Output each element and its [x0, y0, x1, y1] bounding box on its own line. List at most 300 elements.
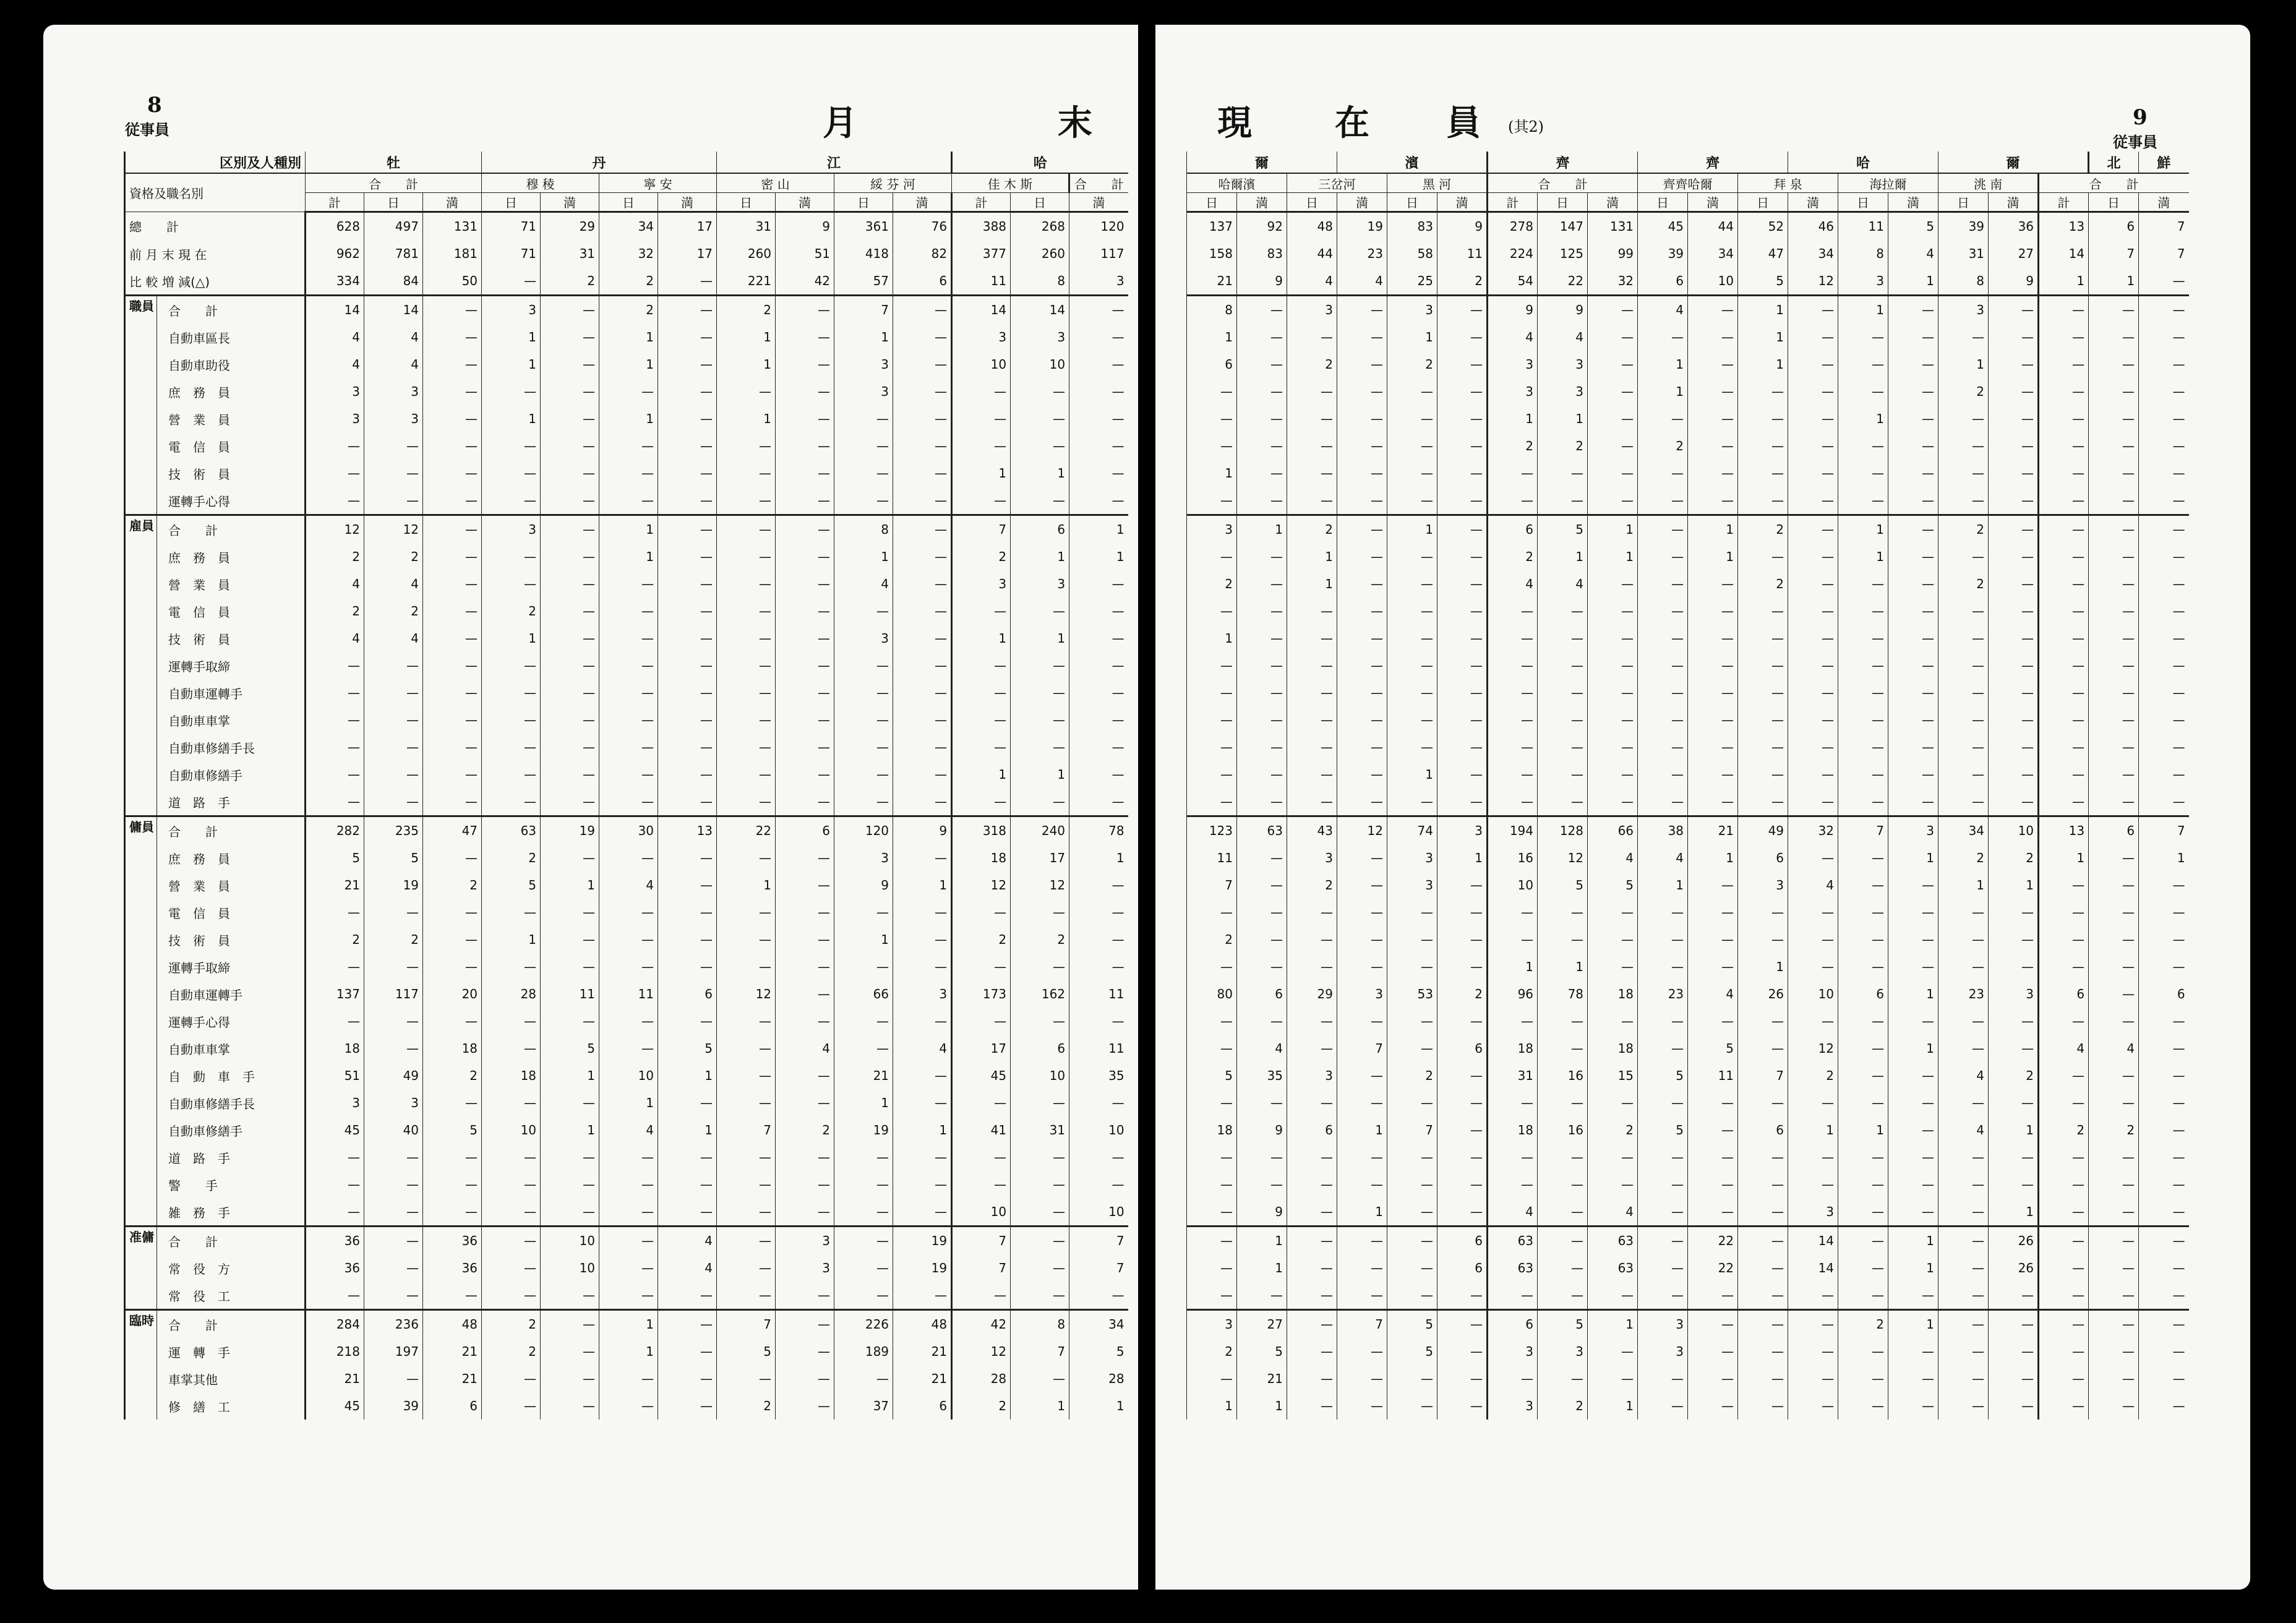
table-cell: 3 [306, 378, 364, 405]
title-char-4: 在 [1335, 103, 1369, 143]
table-cell: — [1838, 1282, 1888, 1310]
table-cell: — [1989, 1310, 2039, 1338]
district-header: 穆 稜 [482, 173, 599, 193]
table-cell: 10 [541, 1254, 599, 1282]
table-cell: 1 [1069, 515, 1128, 544]
table-cell: 1 [1387, 515, 1437, 544]
table-cell: — [1738, 460, 1788, 487]
table-cell: — [599, 378, 658, 405]
table-cell: 12 [1011, 871, 1069, 899]
table-cell: — [541, 788, 599, 816]
unit-header: 計 [1488, 193, 1538, 212]
table-cell: — [482, 652, 541, 679]
table-cell: 8 [1011, 1310, 1069, 1338]
table-cell: — [1187, 1254, 1237, 1282]
table-cell: — [658, 652, 717, 679]
table-row [1187, 652, 2189, 679]
table-cell: 23 [1337, 240, 1387, 267]
table-cell: — [1688, 432, 1738, 460]
table-cell: — [1337, 597, 1387, 625]
table-row [125, 679, 1128, 706]
table-cell: — [1989, 926, 2039, 953]
table-cell: — [1337, 706, 1387, 734]
table-cell: — [1187, 597, 1237, 625]
table-cell: — [1538, 1035, 1588, 1062]
table-cell: — [2139, 1392, 2189, 1420]
table-cell: — [893, 1089, 952, 1116]
table-cell: 3 [482, 296, 541, 324]
table-cell: — [1888, 761, 1938, 788]
table-cell: — [952, 487, 1011, 515]
table-cell: — [952, 1144, 1011, 1171]
table-cell: — [1387, 652, 1437, 679]
table-cell: 4 [1538, 570, 1588, 597]
table-cell: 4 [1538, 323, 1588, 351]
table-cell: — [1069, 323, 1128, 351]
unit-header: 満 [2139, 193, 2189, 212]
table-cell: — [1638, 543, 1688, 570]
table-cell: 1 [1989, 871, 2039, 899]
table-cell: — [1688, 1338, 1738, 1365]
table-cell: 1 [1838, 515, 1888, 544]
table-cell: 11 [1437, 240, 1488, 267]
table-cell: 9 [1237, 1116, 1287, 1144]
row-label: 庶 務 員 [157, 844, 306, 871]
table-cell: — [1788, 1338, 1838, 1365]
table-cell: — [541, 1282, 599, 1310]
table-cell: — [658, 543, 717, 570]
table-row [1187, 1171, 2189, 1198]
table-cell: — [1888, 1008, 1938, 1035]
table-cell: — [1187, 1008, 1237, 1035]
table-cell: — [1888, 1198, 1938, 1227]
table-cell: — [364, 652, 423, 679]
table-cell: — [2089, 1008, 2139, 1035]
table-cell: — [541, 405, 599, 432]
table-cell: — [482, 267, 541, 296]
table-cell: — [364, 1035, 423, 1062]
table-row [125, 1089, 1128, 1116]
table-cell: — [893, 570, 952, 597]
row-label: 營 業 員 [157, 570, 306, 597]
table-cell: — [1938, 543, 1989, 570]
category-label: 職員 [125, 296, 157, 515]
table-cell: — [1738, 1310, 1788, 1338]
table-cell: — [1437, 351, 1488, 378]
table-cell: — [1538, 1254, 1588, 1282]
table-cell: 2 [541, 267, 599, 296]
table-cell: 10 [541, 1227, 599, 1255]
table-cell: — [1588, 788, 1638, 816]
table-cell: — [541, 652, 599, 679]
table-cell: 284 [306, 1310, 364, 1338]
table-cell: 66 [1588, 816, 1638, 845]
table-cell: 2 [306, 597, 364, 625]
table-cell: 2 [482, 1310, 541, 1338]
table-cell: — [364, 734, 423, 761]
table-cell: — [2039, 1392, 2089, 1420]
table-cell: — [306, 953, 364, 980]
table-cell: — [1538, 679, 1588, 706]
table-cell: — [1788, 597, 1838, 625]
table-cell: — [2089, 570, 2139, 597]
table-cell: — [1888, 679, 1938, 706]
table-cell: — [599, 597, 658, 625]
table-cell: — [1888, 926, 1938, 953]
table-cell: 1 [1638, 351, 1688, 378]
table-row [1187, 487, 2189, 515]
table-cell: — [1337, 296, 1387, 324]
table-cell: — [2089, 597, 2139, 625]
table-cell: 278 [1488, 212, 1538, 241]
row-label: 運轉手取締 [157, 953, 306, 980]
table-cell: 3 [893, 980, 952, 1008]
table-cell: 162 [1011, 980, 1069, 1008]
table-cell: 92 [1237, 212, 1287, 241]
table-cell: 1 [1011, 460, 1069, 487]
table-cell: — [717, 1035, 776, 1062]
table-cell: — [834, 597, 893, 625]
table-cell: — [1488, 625, 1538, 652]
table-cell: — [893, 487, 952, 515]
table-cell: — [1287, 1392, 1337, 1420]
table-cell: — [423, 926, 482, 953]
table-cell: — [541, 1089, 599, 1116]
table-cell: — [1287, 652, 1337, 679]
table-cell: — [2089, 679, 2139, 706]
table-row [1187, 460, 2189, 487]
district-header: 齊齊哈爾 [1638, 173, 1738, 193]
row-label: 自動車車掌 [157, 1035, 306, 1062]
table-cell: 1 [1688, 543, 1738, 570]
table-cell: 4 [893, 1035, 952, 1062]
table-cell: 44 [1287, 240, 1337, 267]
table-cell: 12 [306, 515, 364, 544]
table-row [125, 323, 1128, 351]
row-label: 前 月 末 現 在 [125, 240, 306, 267]
title-note: (其2) [1508, 118, 1544, 135]
table-cell: — [834, 432, 893, 460]
table-cell: 10 [952, 1198, 1011, 1227]
table-cell: — [1337, 405, 1387, 432]
table-row [1187, 1254, 2189, 1282]
table-cell: — [1069, 570, 1128, 597]
table-cell: — [482, 487, 541, 515]
region-header: 牡 [306, 152, 482, 173]
table-cell: — [541, 570, 599, 597]
table-cell: — [1287, 323, 1337, 351]
table-cell: — [1387, 953, 1437, 980]
category-label: 臨時 [125, 1310, 157, 1420]
table-cell: 4 [1938, 1116, 1989, 1144]
table-cell: 50 [423, 267, 482, 296]
table-cell: — [1738, 432, 1788, 460]
table-cell: 3 [1488, 351, 1538, 378]
table-cell: — [893, 1171, 952, 1198]
table-cell: 1 [952, 460, 1011, 487]
table-row [1187, 706, 2189, 734]
table-cell: — [1938, 788, 1989, 816]
table-cell: 5 [364, 844, 423, 871]
table-cell: — [541, 460, 599, 487]
table-cell: 49 [364, 1062, 423, 1089]
table-cell: 11 [1069, 1035, 1128, 1062]
district-header: 三岔河 [1287, 173, 1387, 193]
table-cell: — [1838, 652, 1888, 679]
table-cell: — [1638, 1171, 1688, 1198]
table-cell: — [1788, 1365, 1838, 1392]
table-cell: — [1237, 679, 1287, 706]
table-cell: 1 [1638, 871, 1688, 899]
row-label: 車掌其他 [157, 1365, 306, 1392]
table-cell: — [482, 1392, 541, 1420]
table-cell: — [364, 432, 423, 460]
table-row [125, 844, 1128, 871]
table-cell: — [1989, 570, 2039, 597]
table-cell: 27 [1989, 240, 2039, 267]
table-cell: — [2139, 761, 2189, 788]
table-cell: — [1638, 405, 1688, 432]
table-cell: — [658, 1392, 717, 1420]
table-cell: — [1888, 432, 1938, 460]
table-cell: 36 [423, 1227, 482, 1255]
table-cell: 3 [306, 405, 364, 432]
table-cell: — [1387, 1227, 1437, 1255]
table-cell: — [1387, 1282, 1437, 1310]
table-cell: 5 [658, 1035, 717, 1062]
table-cell: — [423, 597, 482, 625]
table-cell: — [1888, 487, 1938, 515]
table-cell: — [1287, 953, 1337, 980]
corner-header-bottom: 資格及職名別 [125, 173, 306, 212]
table-cell: — [1888, 1089, 1938, 1116]
row-label: 技 術 員 [157, 625, 306, 652]
table-cell: — [1538, 1144, 1588, 1171]
table-cell: 6 [1838, 980, 1888, 1008]
table-cell: — [1488, 679, 1538, 706]
table-cell: — [2039, 487, 2089, 515]
table-cell: 34 [599, 212, 658, 241]
table-cell: 2 [1788, 1062, 1838, 1089]
table-cell: — [1688, 1310, 1738, 1338]
table-cell: — [658, 1008, 717, 1035]
table-cell: — [364, 487, 423, 515]
row-label: 常 役 工 [157, 1282, 306, 1310]
table-cell: 14 [364, 296, 423, 324]
table-cell: — [2039, 1365, 2089, 1392]
table-cell: — [1437, 296, 1488, 324]
table-row [1187, 926, 2189, 953]
table-cell: — [1069, 652, 1128, 679]
table-cell: 5 [1588, 871, 1638, 899]
table-cell: — [1788, 1144, 1838, 1171]
page-number-left: 8 [147, 93, 162, 118]
table-cell: 1 [1888, 1227, 1938, 1255]
table-cell: 4 [1638, 844, 1688, 871]
page-label-right: 従事員 [2113, 133, 2157, 151]
table-cell: — [364, 1227, 423, 1255]
table-cell: — [776, 1338, 834, 1365]
table-cell: — [893, 679, 952, 706]
table-cell: 1 [717, 871, 776, 899]
row-label: 自動車運轉手 [157, 679, 306, 706]
table-cell: — [1538, 1227, 1588, 1255]
table-cell: — [599, 788, 658, 816]
table-cell: — [1938, 460, 1989, 487]
table-row [125, 378, 1128, 405]
table-cell: 4 [834, 570, 893, 597]
table-cell: 6 [1287, 1116, 1337, 1144]
table-cell: — [1538, 1089, 1588, 1116]
table-cell: 63 [482, 816, 541, 845]
table-cell: — [1688, 1282, 1738, 1310]
table-cell: — [423, 1171, 482, 1198]
table-cell: 1 [2039, 844, 2089, 871]
table-cell: 9 [1237, 1198, 1287, 1227]
table-cell: — [1011, 1282, 1069, 1310]
table-cell: — [1337, 871, 1387, 899]
table-cell: — [1938, 1198, 1989, 1227]
table-cell: — [1989, 1008, 2039, 1035]
table-cell: 1 [1588, 543, 1638, 570]
table-cell: 418 [834, 240, 893, 267]
table-cell: — [834, 405, 893, 432]
table-cell: — [834, 487, 893, 515]
table-cell: 6 [658, 980, 717, 1008]
table-cell: 5 [1237, 1338, 1287, 1365]
table-cell: 3 [1488, 1392, 1538, 1420]
table-row [1187, 788, 2189, 816]
region-header: 丹 [482, 152, 717, 173]
table-cell: 2 [482, 844, 541, 871]
category-label: 准傭 [125, 1227, 157, 1310]
table-cell: 1 [1688, 844, 1738, 871]
table-cell: — [776, 570, 834, 597]
table-cell: 19 [541, 816, 599, 845]
table-cell: — [599, 899, 658, 926]
table-cell: — [364, 1282, 423, 1310]
table-cell: 1 [1738, 953, 1788, 980]
table-cell: — [1488, 1171, 1538, 1198]
table-cell: — [1938, 1035, 1989, 1062]
table-cell: 2 [1387, 351, 1437, 378]
table-cell: 2 [1938, 844, 1989, 871]
table-cell: 35 [1237, 1062, 1287, 1089]
row-label: 自動車修繕手 [157, 761, 306, 788]
table-cell: 20 [423, 980, 482, 1008]
category-label: 傭員 [125, 816, 157, 1227]
table-cell: — [306, 679, 364, 706]
table-cell: 58 [1387, 240, 1437, 267]
table-row [125, 543, 1128, 570]
unit-header: 満 [1888, 193, 1938, 212]
table-cell: 3 [776, 1254, 834, 1282]
table-cell: — [1387, 543, 1437, 570]
table-cell: — [952, 1282, 1011, 1310]
table-cell: 4 [776, 1035, 834, 1062]
table-cell: — [1011, 487, 1069, 515]
table-row [1187, 323, 2189, 351]
table-cell: — [1387, 1198, 1437, 1227]
table-cell: 19 [834, 1116, 893, 1144]
table-cell: 117 [1069, 240, 1128, 267]
table-cell: — [423, 706, 482, 734]
table-cell: — [1938, 899, 1989, 926]
table-cell: — [1788, 432, 1838, 460]
table-cell: — [1069, 460, 1128, 487]
table-cell: 6 [2039, 980, 2089, 1008]
table-cell: 63 [1237, 816, 1287, 845]
table-cell: — [1011, 1144, 1069, 1171]
table-cell: — [1011, 734, 1069, 761]
table-cell: — [1888, 1365, 1938, 1392]
table-cell: 1 [1011, 625, 1069, 652]
region-header: 濱 [1337, 152, 1488, 173]
table-cell: 137 [306, 980, 364, 1008]
table-cell: 1 [893, 1116, 952, 1144]
row-label: 運轉手取締 [157, 652, 306, 679]
table-cell: 3 [1437, 816, 1488, 845]
table-cell: — [1011, 405, 1069, 432]
table-cell: — [1838, 487, 1888, 515]
table-cell: — [423, 487, 482, 515]
table-cell: 131 [1588, 212, 1638, 241]
table-cell: — [1838, 597, 1888, 625]
table-cell: — [1638, 1254, 1688, 1282]
table-cell: — [541, 899, 599, 926]
table-cell: 39 [1938, 212, 1989, 241]
table-row [125, 1008, 1128, 1035]
table-cell: 4 [1488, 570, 1538, 597]
table-cell: 3 [776, 1227, 834, 1255]
row-label: 庶 務 員 [157, 543, 306, 570]
table-cell: — [1287, 926, 1337, 953]
table-cell: — [1337, 460, 1387, 487]
table-cell: — [599, 1171, 658, 1198]
table-cell: — [1989, 1144, 2039, 1171]
table-cell: — [1938, 1144, 1989, 1171]
table-row [1187, 405, 2189, 432]
table-cell: 8 [1011, 267, 1069, 296]
table-cell: 8 [1187, 296, 1237, 324]
table-cell: 4 [2089, 1035, 2139, 1062]
table-cell: — [1788, 788, 1838, 816]
table-row [125, 761, 1128, 788]
unit-header: 満 [1989, 193, 2039, 212]
table-cell: 2 [952, 926, 1011, 953]
table-cell: — [1738, 1254, 1788, 1282]
unit-header: 満 [1788, 193, 1838, 212]
table-cell: — [1287, 1171, 1337, 1198]
table-cell: 7 [717, 1116, 776, 1144]
table-cell: — [599, 652, 658, 679]
table-cell: 45 [306, 1392, 364, 1420]
table-row [125, 816, 1128, 845]
table-cell: — [1838, 323, 1888, 351]
unit-header: 満 [1069, 193, 1128, 212]
table-row [1187, 1392, 2189, 1420]
table-cell: — [1938, 1008, 1989, 1035]
table-cell: — [1538, 1171, 1588, 1198]
table-cell: — [1437, 1392, 1488, 1420]
table-cell: — [1437, 1116, 1488, 1144]
table-cell: — [2089, 1365, 2139, 1392]
table-cell: — [952, 788, 1011, 816]
table-cell: — [1287, 405, 1337, 432]
table-cell: — [1938, 625, 1989, 652]
table-cell: — [1069, 1282, 1128, 1310]
table-cell: 82 [893, 240, 952, 267]
